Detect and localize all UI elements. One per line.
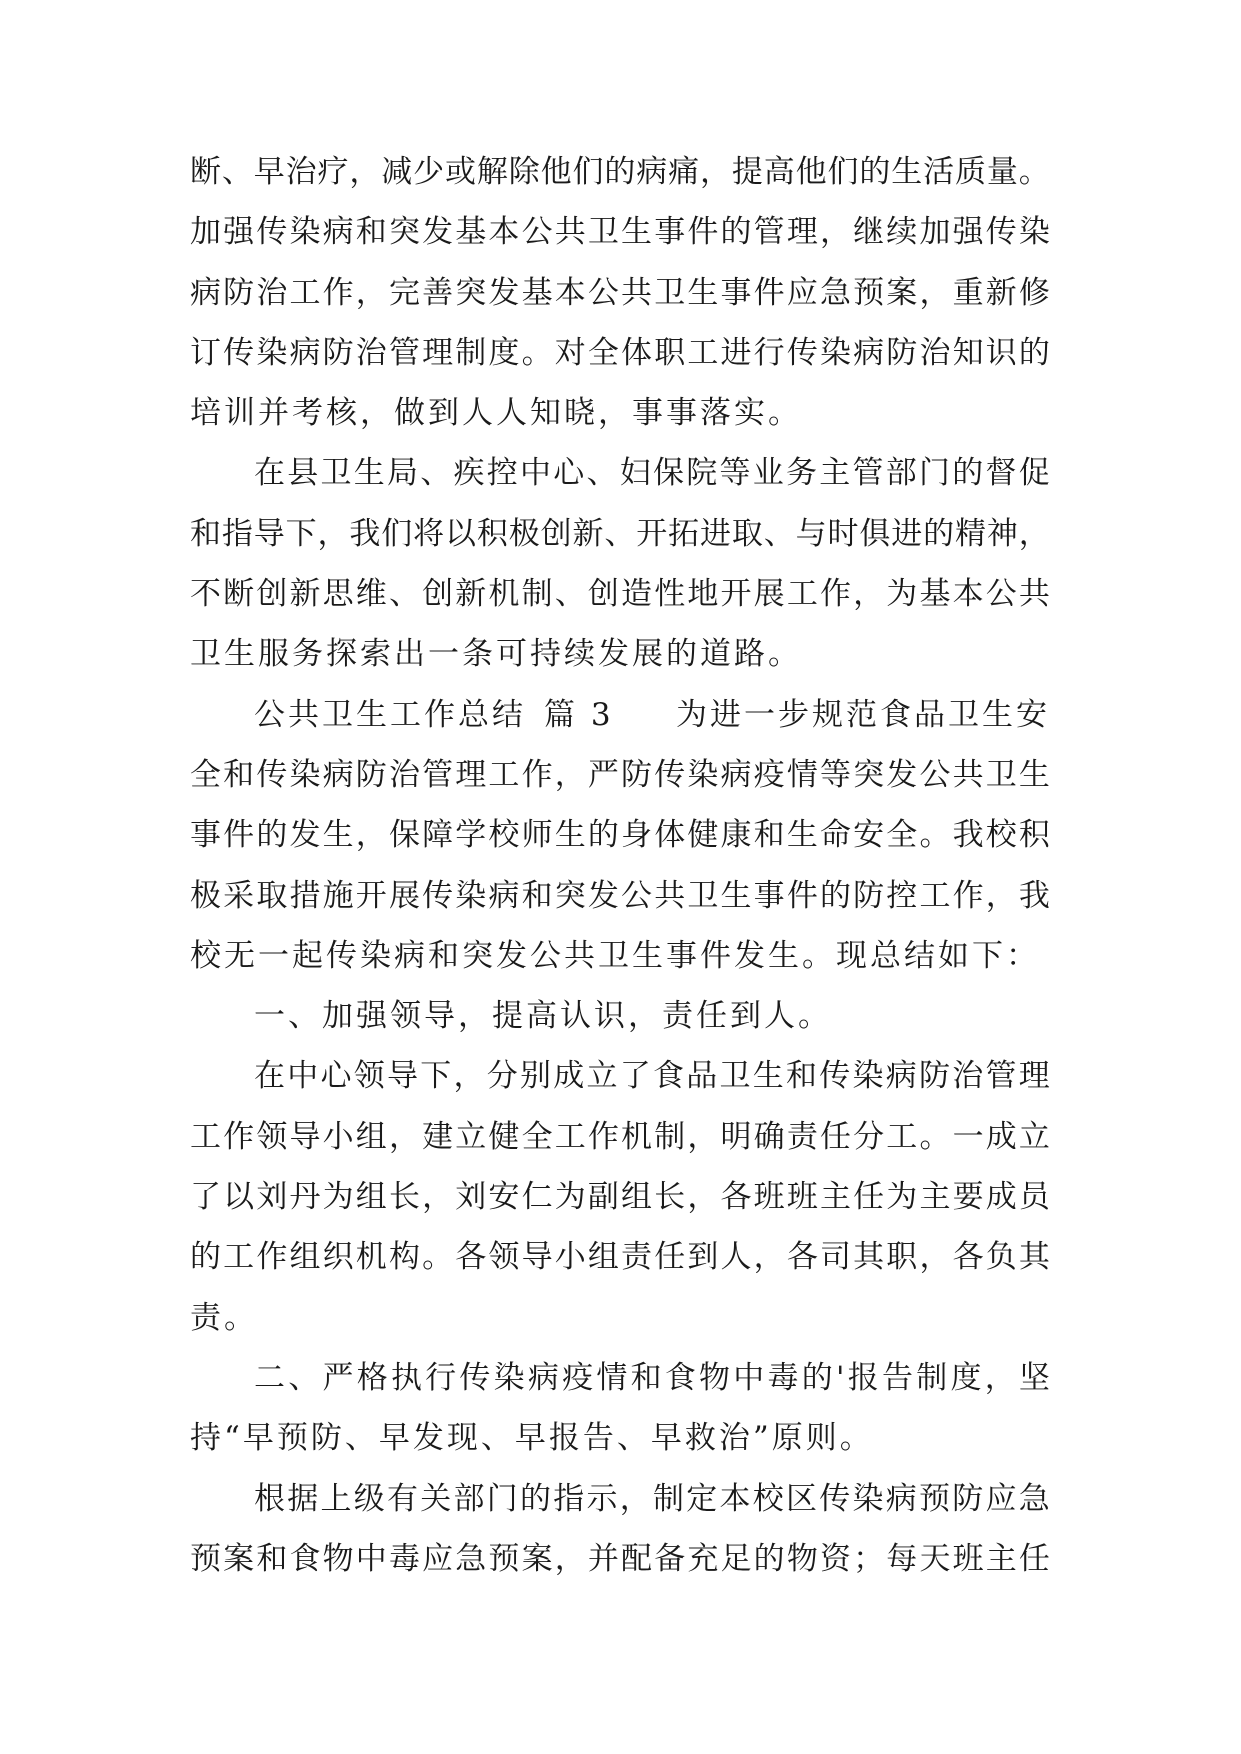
text-line: 责。 — [190, 1299, 258, 1336]
text-line: 二 、 严 格 执 行 传 染 病 疫 情 和 食 物 中 毒 的 ' 报 告 制 度 ， 坚 — [254, 1359, 1050, 1396]
text-line: 工 作 领 导 小 组 ， 建 立 健 全 工 作 机 制 ， 明 确 责 任 分 工 。 一 成 立 — [190, 1118, 1050, 1155]
section-heading-line — [190, 685, 1050, 745]
text-line: 加 强 传 染 病 和 突 发 基 本 公 共 卫 生 事 件 的 管 理 ， 继 续 加 强 传 染 — [190, 214, 1050, 251]
text-line: 事 件 的 发 生 ， 保 障 学 校 师 生 的 身 体 健 康 和 生 命 安 全 。 我 校 积 — [190, 817, 1050, 854]
text-line: 在 县 卫 生 局 、 疾 控 中 心 、 妇 保 院 等 业 务 主 管 部 门 的 督 促 — [254, 455, 1050, 492]
text-line: 病 防 治 工 作 ， 完 善 突 发 基 本 公 共 卫 生 事 件 应 急 预 案 ， 重 新 修 — [190, 274, 1050, 311]
text-line: 预 案 和 食 物 中 毒 应 急 预 案 ， 并 配 备 充 足 的 物 资 ； 每 天 班 主 任 — [190, 1540, 1050, 1577]
text-line: 校无一起传染病和突发公共卫生事件发生。现总结如下： — [190, 937, 1040, 974]
text-line: 的 工 作 组 织 机 构 。 各 领 导 小 组 责 任 到 人 ， 各 司 其 职 ， 各 负 其 — [190, 1239, 1050, 1276]
document-page — [190, 142, 1050, 1589]
text-line: 订 传 染 病 防 治 管 理 制 度 。 对 全 体 职 工 进 行 传 染 病 防 治 知 识 的 — [190, 334, 1050, 371]
text-line: 根 据 上 级 有 关 部 门 的 指 示 ， 制 定 本 校 区 传 染 病 预 防 应 急 — [254, 1480, 1050, 1517]
text-line: 持“早预防、早发现、早报告、早救治”原则。 — [190, 1420, 874, 1457]
text-line: 不 断 创 新 思 维 、 创 新 机 制 、 创 造 性 地 开 展 工 作 ， 为 基 本 公 共 — [190, 576, 1050, 613]
text-line: 断 、 早 治 疗 ， 减 少 或 解 除 他 们 的 病 痛 ， 提 高 他 们 的 生 活 质 量 。 — [190, 154, 1050, 190]
text-line: 极 采 取 措 施 开 展 传 染 病 和 突 发 公 共 卫 生 事 件 的 防 控 工 作 ， 我 — [190, 877, 1050, 914]
section-title: 公共卫生工作总结 — [254, 696, 526, 733]
text-line: 在 中 心 领 导 下 ， 分 别 成 立 了 食 品 卫 生 和 传 染 病 防 治 管 理 — [254, 1058, 1050, 1095]
text-line: 卫生服务探索出一条可持续发展的道路。 — [190, 636, 802, 673]
text-line: 培训并考核，做到人人知晓，事事落实。 — [190, 395, 802, 432]
text-line: 全 和 传 染 病 防 治 管 理 工 作 ， 严 防 传 染 病 疫 情 等 突 发 公 共 卫 生 — [190, 756, 1050, 793]
section-continuation: 为进一步规范食品卫生安 — [676, 696, 1050, 733]
section-part: 篇 3 — [544, 696, 614, 733]
text-line: 了 以 刘 丹 为 组 长 ， 刘 安 仁 为 副 组 长 ， 各 班 班 主 任 为 主 要 成 员 — [190, 1179, 1050, 1216]
text-line: 和 指 导 下 ， 我 们 将 以 积 极 创 新 、 开 拓 进 取 、 与 时 俱 进 的 精 神 ， — [190, 515, 1050, 552]
text-line: 一、加强领导，提高认识，责任到人。 — [254, 998, 832, 1035]
